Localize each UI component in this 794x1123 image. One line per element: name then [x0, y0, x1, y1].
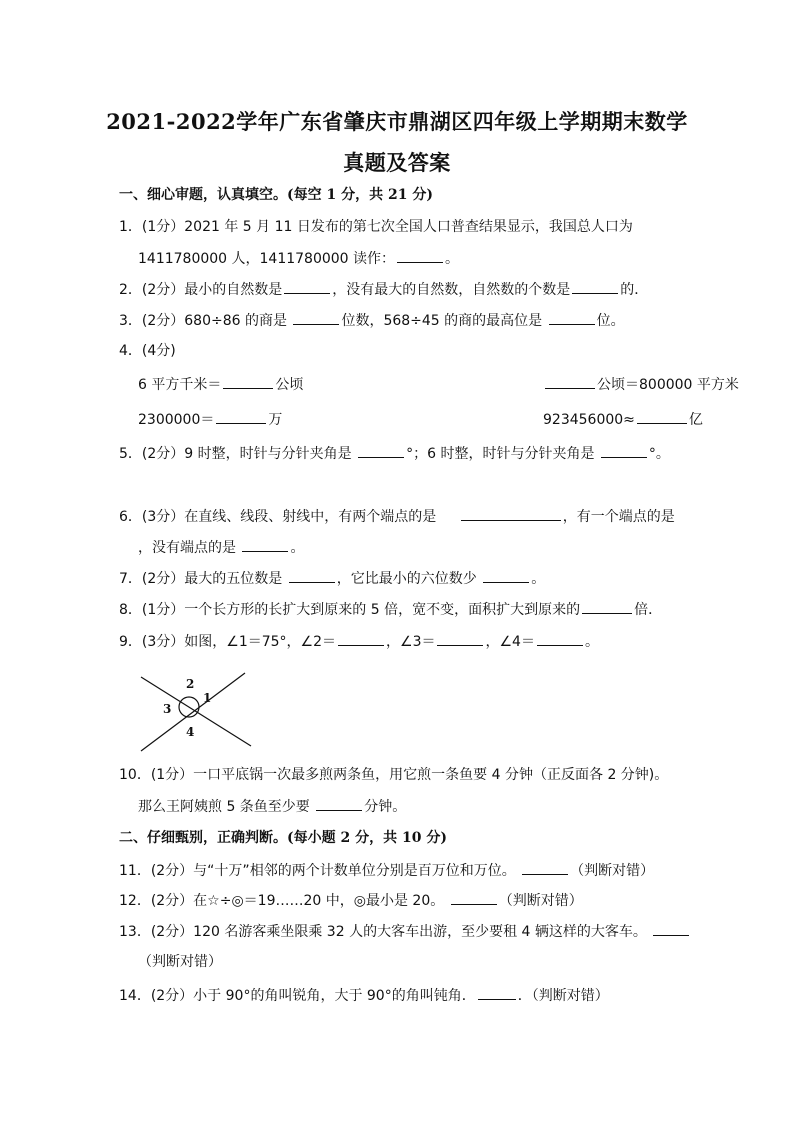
- answer-blank[interactable]: [572, 279, 618, 294]
- question-10-line-1: 10．(1分）一口平底锅一次最多煎两条鱼，用它煎一条鱼要 4 分钟（正反面各 2 分钟)。: [119, 767, 669, 783]
- question-6-line-2: ，没有端点的是 。: [138, 537, 684, 558]
- question-3: 3．(2分）680÷86 的商是 位数，568÷45 的商的最高位是 位。: [119, 310, 684, 331]
- section-2-heading: 二、仔细甄别，正确判断。(每小题 2 分，共 10 分): [119, 830, 447, 846]
- answer-blank[interactable]: [397, 248, 443, 263]
- answer-blank[interactable]: [451, 890, 497, 905]
- question-4-label: 4．(4分): [119, 343, 176, 359]
- answer-blank[interactable]: [483, 568, 529, 583]
- answer-blank[interactable]: [478, 985, 516, 1000]
- question-2: 2．(2分）最小的自然数是 ，没有最大的自然数，自然数的个数是 的．: [119, 279, 684, 300]
- document-title-line1: 2021-2022学年广东省肇庆市鼎湖区四年级上学期期末数学: [106, 109, 688, 134]
- answer-blank[interactable]: [289, 568, 335, 583]
- question-7: 7．(2分）最大的五位数是 ，它比最小的六位数少 。: [119, 568, 684, 589]
- question-13-line-2: （判断对错）: [138, 954, 222, 970]
- angle-label-1: 1: [203, 691, 212, 705]
- answer-blank[interactable]: [437, 631, 483, 646]
- question-4-row-2: 2300000＝ 万 923456000≈ 亿: [138, 409, 684, 430]
- document-title-line2: 真题及答案: [343, 150, 451, 175]
- section-1-heading: 一、细心审题，认真填空。(每空 1 分，共 21 分): [119, 187, 433, 203]
- answer-blank[interactable]: [293, 310, 339, 325]
- answer-blank[interactable]: [545, 374, 595, 389]
- angle-label-4: 4: [186, 725, 195, 739]
- question-14: 14．(2分）小于 90°的角叫锐角，大于 90°的角叫钝角． ．（判断对错）: [119, 985, 684, 1006]
- question-1-line-1: 1．(1分）2021 年 5 月 11 日发布的第七次全国人口普查结果显示，我国总人口为: [119, 219, 633, 235]
- question-9: 9．(3分）如图，∠1＝75°，∠2＝ ，∠3＝ ，∠4＝ 。: [119, 631, 684, 652]
- angle-label-2: 2: [186, 677, 195, 691]
- answer-blank[interactable]: [358, 443, 404, 458]
- question-13-line-1: 13．(2分）120 名游客乘坐限乘 32 人的大客车出游，至少要租 4 辆这样的大客车。: [119, 921, 684, 942]
- answer-blank[interactable]: [316, 796, 362, 811]
- answer-blank[interactable]: [223, 374, 273, 389]
- answer-blank[interactable]: [461, 506, 561, 521]
- question-6-line-1: 6．(3分）在直线、线段、射线中，有两个端点的是 ，有一个端点的是: [119, 506, 684, 527]
- question-5: 5．(2分）9 时整，时针与分针夹角是 °；6 时整，时针与分针夹角是 °。: [119, 443, 684, 464]
- angle-label-3: 3: [163, 702, 172, 716]
- question-10-line-2: 那么王阿姨煎 5 条鱼至少要 分钟。: [138, 796, 684, 817]
- answer-blank[interactable]: [216, 409, 266, 424]
- answer-blank[interactable]: [601, 443, 647, 458]
- question-11: 11．(2分）与“十万”相邻的两个计数单位分别是百万位和万位。 （判断对错）: [119, 860, 684, 881]
- answer-blank[interactable]: [537, 631, 583, 646]
- answer-blank[interactable]: [582, 599, 632, 614]
- answer-blank[interactable]: [242, 537, 288, 552]
- intersecting-lines-figure: [133, 667, 258, 757]
- answer-blank[interactable]: [522, 860, 568, 875]
- answer-blank[interactable]: [653, 921, 689, 936]
- question-4-row-1: 6 平方千米＝ 公顷 公顷＝800000 平方米: [138, 374, 684, 395]
- answer-blank[interactable]: [637, 409, 687, 424]
- answer-blank[interactable]: [338, 631, 384, 646]
- answer-blank[interactable]: [549, 310, 595, 325]
- answer-blank[interactable]: [284, 279, 330, 294]
- question-8: 8．(1分）一个长方形的长扩大到原来的 5 倍，宽不变，面积扩大到原来的 倍．: [119, 599, 684, 620]
- intersecting-line-a: [141, 677, 251, 746]
- question-12: 12．(2分）在☆÷◎＝19……20 中，◎最小是 20。 （判断对错）: [119, 890, 684, 911]
- question-1-line-2: 1411780000 人，1411780000 读作： 。: [138, 248, 684, 269]
